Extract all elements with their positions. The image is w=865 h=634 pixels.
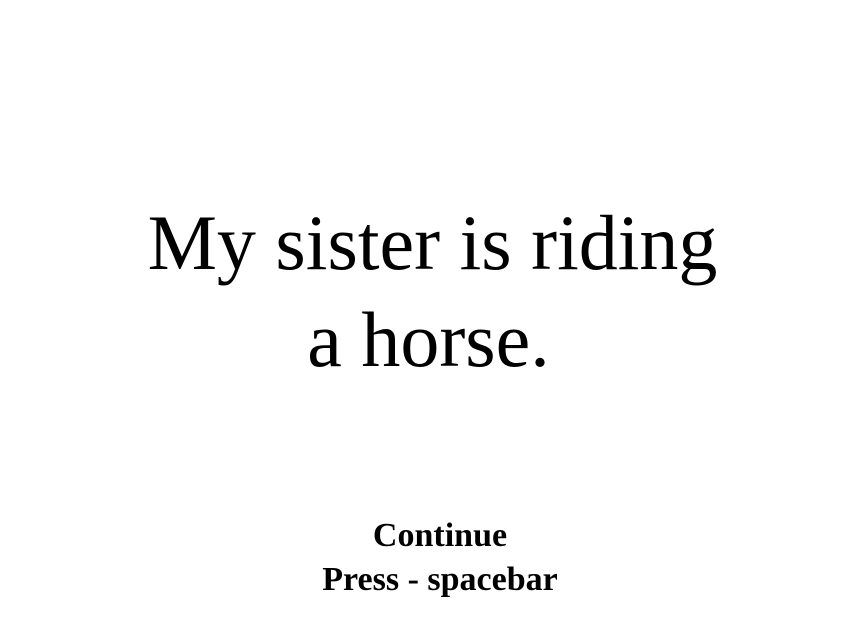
continue-label: Continue: [372, 517, 508, 554]
stimulus-line-2: a horse.: [307, 296, 550, 383]
spacebar-instruction: Press - spacebar: [322, 561, 558, 598]
continue-prompt[interactable]: [0, 514, 865, 602]
stimulus-sentence: [0, 194, 865, 388]
stimulus-line-1: My sister is riding: [147, 199, 718, 286]
